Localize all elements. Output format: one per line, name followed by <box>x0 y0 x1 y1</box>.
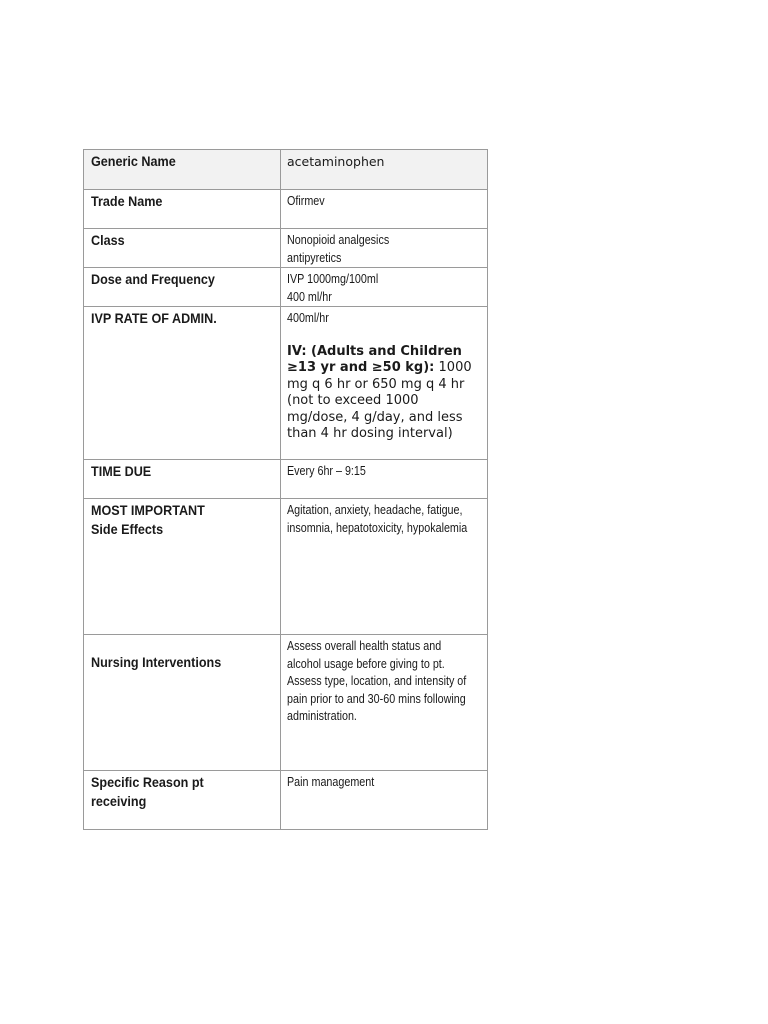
time-due-label: TIME DUE <box>84 460 281 499</box>
side-effects-label: MOST IMPORTANT Side Effects <box>84 499 281 635</box>
dose-frequency-value: IVP 1000mg/100ml 400 ml/hr <box>281 268 488 307</box>
row-ivp-rate <box>84 307 488 460</box>
ivp-rate-value: 400ml/hr IV: (Adults and Children ≥13 yr and ≥50 kg): 1000 mg q 6 hr or 650 mg q 4 hr (not to exceed 1000 mg/dose, 4 g/day, and less than 4 hr dosing interval) <box>281 307 488 460</box>
generic-name-label: Generic Name <box>84 150 281 190</box>
row-dose-frequency <box>84 268 488 307</box>
row-nursing-interventions <box>84 635 488 771</box>
row-specific-reason <box>84 771 488 830</box>
trade-name-value: Ofirmev <box>281 190 488 229</box>
nursing-interventions-value: Assess overall health status and alcohol usage before giving to pt. Assess type, location, and intensity of pain prior to and 30-60 mins following administration. <box>281 635 488 771</box>
specific-reason-value: Pain management <box>281 771 488 830</box>
trade-name-label: Trade Name <box>84 190 281 229</box>
time-due-value: Every 6hr – 9:15 <box>281 460 488 499</box>
row-class <box>84 229 488 268</box>
nursing-interventions-label: Nursing Interventions <box>84 635 281 771</box>
class-label: Class <box>84 229 281 268</box>
row-trade-name <box>84 190 488 229</box>
side-effects-value: Agitation, anxiety, headache, fatigue, insomnia, hepatotoxicity, hypokalemia <box>281 499 488 635</box>
row-side-effects <box>84 499 488 635</box>
specific-reason-label: Specific Reason pt receiving <box>84 771 281 830</box>
row-generic-name <box>84 150 488 190</box>
class-value: Nonopioid analgesics antipyretics <box>281 229 488 268</box>
drug-card-table <box>83 149 488 830</box>
row-time-due <box>84 460 488 499</box>
dose-frequency-label: Dose and Frequency <box>84 268 281 307</box>
generic-name-value: acetaminophen <box>281 150 488 190</box>
ivp-rate-label: IVP RATE OF ADMIN. <box>84 307 281 460</box>
dose-detail: IV: (Adults and Children ≥13 yr and ≥50 kg): 1000 mg q 6 hr or 650 mg q 4 hr (not to exceed 1000 mg/dose, 4 g/day, and less than 4 hr dosing interval) <box>287 343 472 441</box>
